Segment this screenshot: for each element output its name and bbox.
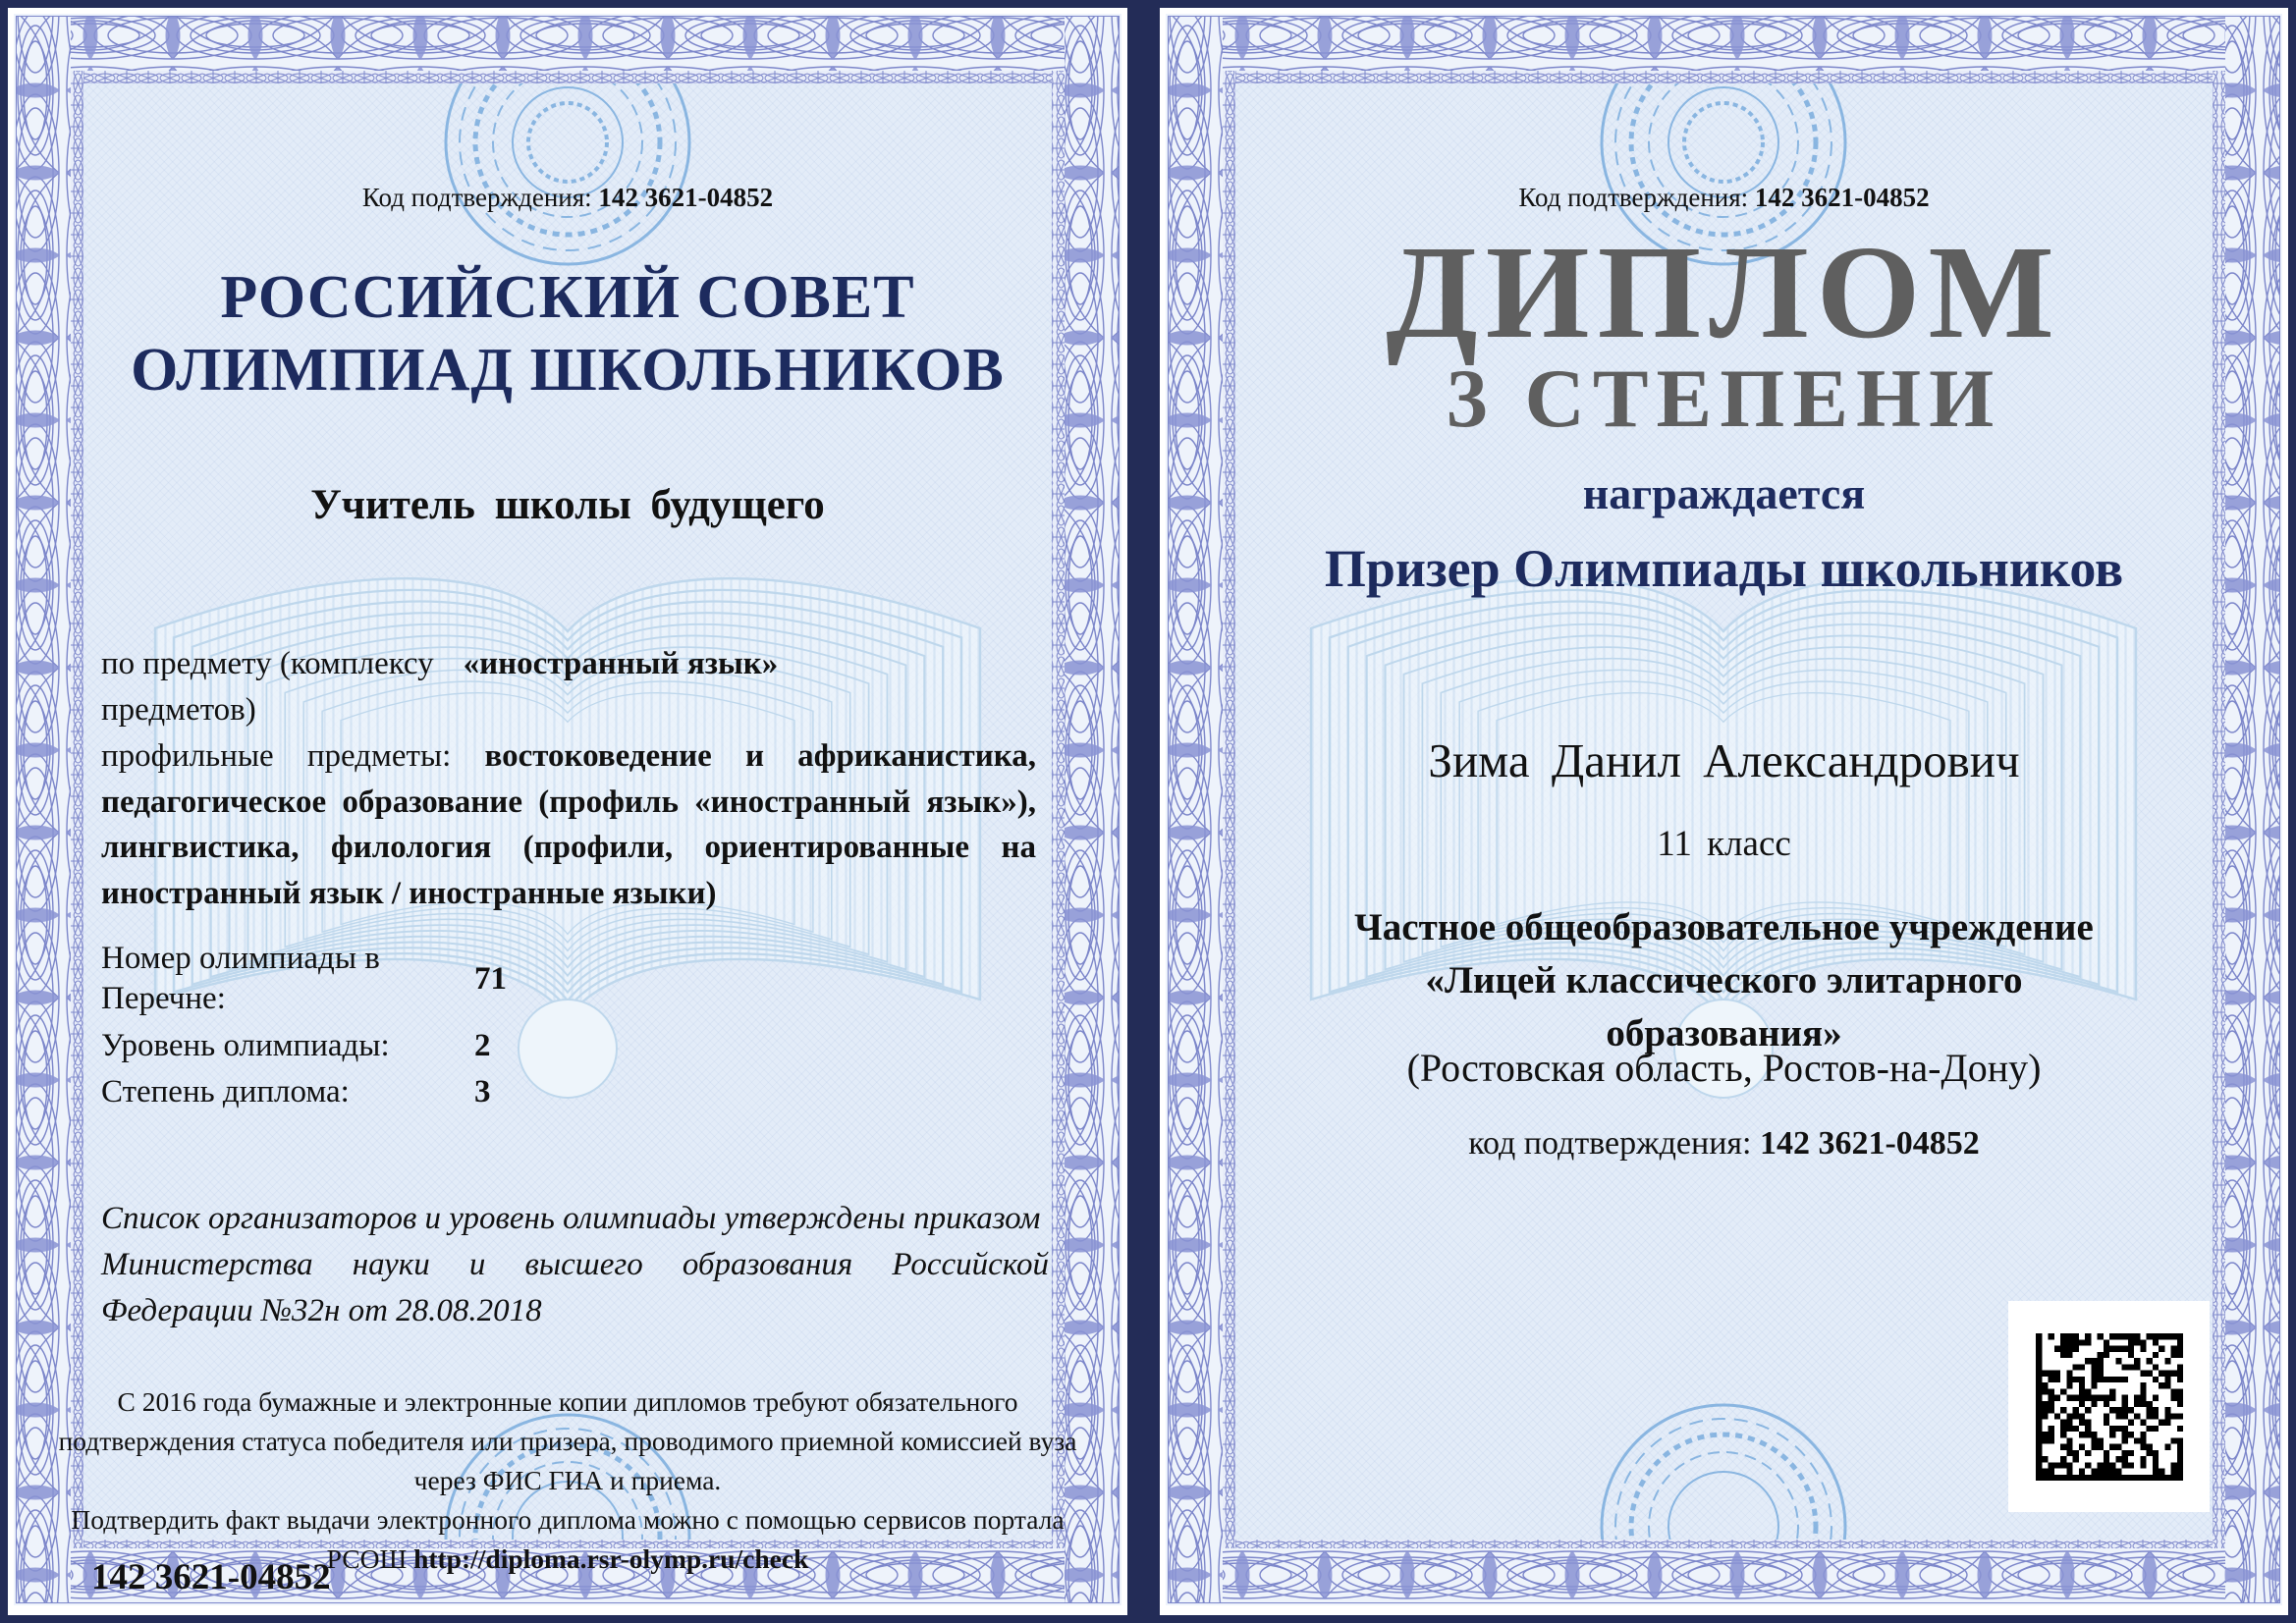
subject-value: «иностранный язык» xyxy=(463,646,779,681)
awarded-status: Призер Олимпиады школьников xyxy=(1324,539,2124,598)
diploma-right-page xyxy=(1160,8,2288,1615)
field-row xyxy=(101,939,887,1020)
organization-title xyxy=(8,261,1127,407)
field-label: Номер олимпиады в Перечне: xyxy=(101,941,380,1017)
datamatrix-barcode-canvas xyxy=(2036,1333,2183,1481)
diploma-left-page xyxy=(8,8,1127,1615)
confirmation-code-value: 142 3621-04852 xyxy=(1754,183,1930,212)
confirmation-code-footer xyxy=(1160,1125,2288,1163)
decree-note xyxy=(101,1196,1049,1334)
decree-note-line2: Министерства науки и высшего образования Российской Федерации №32н от 28.08.2018 xyxy=(101,1246,1049,1328)
school-name-line2: «Лицей классического элитарного образования» xyxy=(1425,958,2023,1055)
confirmation-code-label: код подтверждения: xyxy=(1468,1125,1752,1162)
rosette-ornament-icon xyxy=(1586,1389,1861,1540)
profile-value: востоковедение и африканистика, педагогическое образование (профиль «иностранный язык»), лингвистика, филология (профили, ориентированные на иностранный язык / иностранные языки) xyxy=(101,737,1036,912)
subject-suffix: предметов) xyxy=(101,691,256,728)
olympiad-fields xyxy=(101,939,887,1118)
diploma-degree: 3 СТЕПЕНИ xyxy=(1446,352,2002,445)
field-value: 71 xyxy=(474,960,507,997)
decree-note-line1: Список организаторов и уровень олимпиады утверждены приказом xyxy=(101,1201,1041,1236)
olympiad-name: Учитель школы будущего xyxy=(310,482,825,528)
verification-footer-p2-prefix: Подтвердить факт выдачи электронного диплома можно с помощью сервисов портала РСОШ xyxy=(71,1503,1065,1574)
awarded-label: награждается xyxy=(1582,468,1866,518)
profile-label: профильные предметы: xyxy=(101,737,452,774)
confirmation-code-label: Код подтверждения: xyxy=(361,183,592,212)
confirmation-code-value: 142 3621-04852 xyxy=(598,183,774,212)
field-label: Степень диплома: xyxy=(101,1073,350,1109)
verification-portal-link[interactable]: http://diploma.rsr-olymp.ru/check xyxy=(413,1542,809,1574)
datamatrix-barcode xyxy=(2008,1301,2210,1512)
verification-footer xyxy=(35,1382,1100,1578)
school-name xyxy=(1337,901,2112,1059)
field-row xyxy=(101,1026,887,1066)
field-row xyxy=(101,1072,887,1112)
confirmation-code-label: Код подтверждения: xyxy=(1518,183,1749,212)
verification-footer-p1: С 2016 года бумажные и электронные копии дипломов требуют обязательного подтверждения статуса победителя или призера, проводимого приемной комиссией вуза через ФИС ГИА и приема. xyxy=(58,1386,1077,1495)
subject-line xyxy=(101,641,1036,687)
confirmation-code-value: 142 3621-04852 xyxy=(1759,1125,1980,1162)
bottom-code: 142 3621-04852 xyxy=(91,1557,331,1597)
confirmation-code-line xyxy=(1160,183,2288,213)
diploma-title: ДИПЛОМ xyxy=(1386,219,2062,366)
rosette-ornament-icon xyxy=(430,83,705,280)
recipient-grade: 11 класс xyxy=(1657,824,1791,864)
field-value: 3 xyxy=(474,1073,491,1109)
recipient-name: Зима Данил Александрович xyxy=(1428,733,2020,787)
school-name-line1: Частное общеобразовательное учреждение xyxy=(1354,906,2094,948)
organization-title-line2: ОЛИМПИАД ШКОЛЬНИКОВ xyxy=(131,337,1005,405)
field-value: 2 xyxy=(474,1027,491,1063)
profile-paragraph xyxy=(101,733,1036,917)
school-location: (Ростовская область, Ростов-на-Дону) xyxy=(1406,1046,2042,1090)
confirmation-code-line xyxy=(8,183,1127,213)
subject-section xyxy=(101,641,1036,917)
subject-prefix: по предмету (комплексу xyxy=(101,646,434,681)
field-label: Уровень олимпиады: xyxy=(101,1027,390,1063)
organization-title-line1: РОССИЙСКИЙ СОВЕТ xyxy=(220,264,915,331)
